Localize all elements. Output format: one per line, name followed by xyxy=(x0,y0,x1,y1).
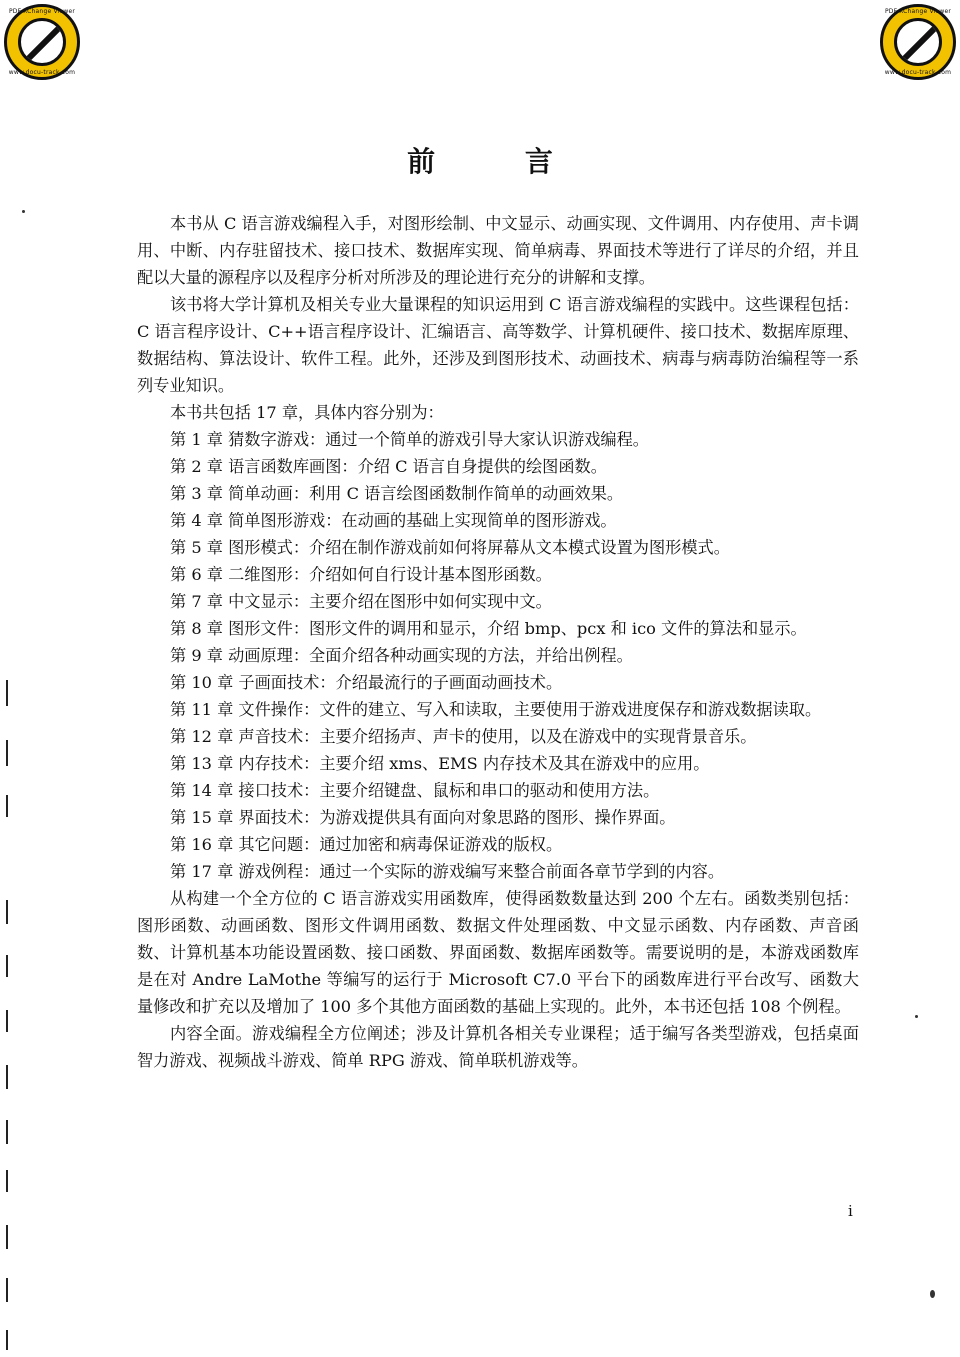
scan-margin-mark xyxy=(6,740,8,766)
scan-speck xyxy=(22,210,25,213)
chapter-item: 第 2 章 语言函数库画图：介绍 C 语言自身提供的绘图函数。 xyxy=(170,457,607,476)
chapter-item: 第 7 章 中文显示：主要介绍在图形中如何实现中文。 xyxy=(170,592,552,611)
badge-bottom-text: www.docu-track.com xyxy=(884,69,952,76)
preface-body xyxy=(137,210,859,1074)
chapter-item: 第 3 章 简单动画：利用 C 语言绘图函数制作简单的动画效果。 xyxy=(170,484,624,503)
scan-margin-mark xyxy=(6,1278,8,1302)
paragraph: 本书从 C 语言游戏编程入手，对图形绘制、中文显示、动画实现、文件调用、内存使用、声卡调用、中断、内存驻留技术、接口技术、数据库实现、简单病毒、界面技术等进行了详尽的介绍，并且配以大量的源程序以及程序分析对所涉及的理论进行充分的讲解和支撑。 xyxy=(137,214,859,287)
scan-margin-mark xyxy=(6,1120,8,1144)
scan-margin-mark xyxy=(6,1010,8,1032)
chapter-item: 第 15 章 界面技术：为游戏提供具有面向对象思路的图形、操作界面。 xyxy=(170,808,676,827)
scan-margin-mark xyxy=(6,900,8,924)
no-sign-icon xyxy=(894,18,942,66)
chapter-item: 第 17 章 游戏例程：通过一个实际的游戏编写来整合前面各章节学到的内容。 xyxy=(170,862,725,881)
scan-speck xyxy=(930,1290,935,1298)
badge-top-text: PDF-XChange Viewer xyxy=(884,8,952,15)
no-sign-icon xyxy=(18,18,66,66)
chapter-item: 第 8 章 图形文件：图形文件的调用和显示，介绍 bmp、pcx 和 ico 文件的算法和显示。 xyxy=(170,619,807,638)
chapter-item: 第 6 章 二维图形：介绍如何自行设计基本图形函数。 xyxy=(170,565,552,584)
page-title: 前 言 xyxy=(407,145,593,178)
chapter-item: 第 9 章 动画原理：全面介绍各种动画实现的方法，并给出例程。 xyxy=(170,646,633,665)
scan-margin-mark xyxy=(6,1225,8,1249)
scan-margin-mark xyxy=(6,795,8,817)
badge-top-text: PDF-XChange Viewer xyxy=(8,8,76,15)
paragraph: 本书共包括 17 章，具体内容分别为： xyxy=(170,403,444,422)
paragraph: 内容全面。游戏编程全方位阐述；涉及计算机各相关专业课程；适于编写各类型游戏，包括桌面智力游戏、视频战斗游戏、简单 RPG 游戏、简单联机游戏等。 xyxy=(137,1024,859,1070)
scan-margin-mark xyxy=(6,955,8,977)
scan-margin-mark xyxy=(6,1065,8,1089)
page-number: i xyxy=(848,1202,853,1220)
paragraph: 从构建一个全方位的 C 语言游戏实用函数库，使得函数数量达到 200 个左右。函数类别包括：图形函数、动画函数、图形文件调用函数、数据文件处理函数、中文显示函数、内存函数、声音函数、计算机基本功能设置函数、接口函数、界面函数、数据库函数等。需要说明的是，本游戏函数库是在对 Andre LaMothe 等编写的运行于 Microsoft C7.0 平台下的函数库进行平台改写、函数大量修改和扩充以及增加了 100 多个其他方面函数的基础上实现的。此外，本书还包括 108 个例程。 xyxy=(137,889,859,1016)
chapter-item: 第 12 章 声音技术：主要介绍扬声、声卡的使用，以及在游戏中的实现背景音乐。 xyxy=(170,727,757,746)
pdf-xchange-badge-left[interactable] xyxy=(4,4,80,80)
scan-margin-mark xyxy=(6,1330,8,1350)
scan-margin-mark xyxy=(6,1170,8,1192)
paragraph: 该书将大学计算机及相关专业大量课程的知识运用到 C 语言游戏编程的实践中。这些课程包括：C 语言程序设计、C++语言程序设计、汇编语言、高等数学、计算机硬件、接口技术、数据库原理、数据结构、算法设计、软件工程。此外，还涉及到图形技术、动画技术、病毒与病毒防治编程等一系列专业知识。 xyxy=(137,295,859,395)
scan-speck xyxy=(915,1015,918,1018)
chapter-item: 第 4 章 简单图形游戏：在动画的基础上实现简单的图形游戏。 xyxy=(170,511,617,530)
chapter-item: 第 16 章 其它问题：通过加密和病毒保证游戏的版权。 xyxy=(170,835,563,854)
chapter-item: 第 11 章 文件操作：文件的建立、写入和读取，主要使用于游戏进度保存和游戏数据读取。 xyxy=(170,700,822,719)
chapter-item: 第 10 章 子画面技术：介绍最流行的子画面动画技术。 xyxy=(170,673,563,692)
chapter-item: 第 5 章 图形模式：介绍在制作游戏前如何将屏幕从文本模式设置为图形模式。 xyxy=(170,538,730,557)
pdf-xchange-badge-right[interactable] xyxy=(880,4,956,80)
badge-bottom-text: www.docu-track.com xyxy=(8,69,76,76)
scan-margin-mark xyxy=(6,680,8,706)
chapter-item: 第 13 章 内存技术：主要介绍 xms、EMS 内存技术及其在游戏中的应用。 xyxy=(170,754,710,773)
chapter-item: 第 14 章 接口技术：主要介绍键盘、鼠标和串口的驱动和使用方法。 xyxy=(170,781,660,800)
chapter-item: 第 1 章 猜数字游戏：通过一个简单的游戏引导大家认识游戏编程。 xyxy=(170,430,649,449)
